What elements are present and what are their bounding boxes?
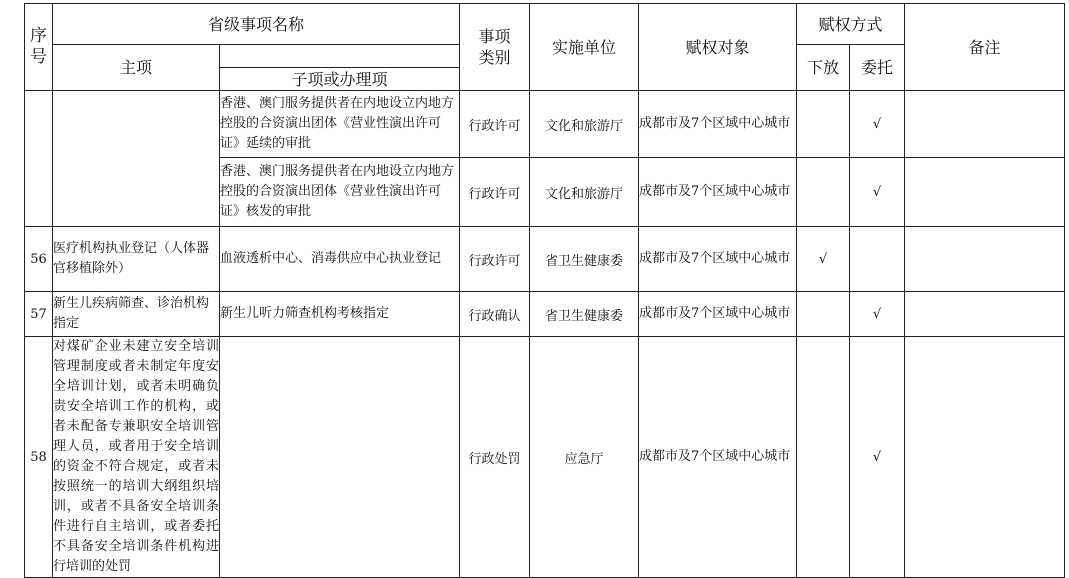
table-row bbox=[25, 91, 1065, 158]
target-cell: 成都市及7个区域中心城市 bbox=[639, 292, 797, 337]
seq-cell: 58 bbox=[25, 337, 53, 578]
unit-cell: 文化和旅游厅 bbox=[530, 91, 639, 158]
category-cell: 行政处罚 bbox=[460, 337, 530, 578]
remarks-cell bbox=[905, 337, 1065, 578]
header-entrust: 委托 bbox=[850, 45, 905, 91]
entrust-cell: √ bbox=[850, 91, 905, 158]
seq-cell: 56 bbox=[25, 227, 53, 292]
sub-item-cell bbox=[220, 337, 460, 578]
entrust-cell: √ bbox=[850, 292, 905, 337]
entrust-cell bbox=[850, 227, 905, 292]
sub-item-cell: 香港、澳门服务提供者在内地设立内地方控股的合资演出团体《营业性演出许可证》延续的审批 bbox=[220, 91, 460, 158]
category-cell: 行政许可 bbox=[460, 91, 530, 158]
unit-cell: 省卫生健康委 bbox=[530, 227, 639, 292]
entrust-cell: √ bbox=[850, 158, 905, 227]
remarks-cell bbox=[905, 227, 1065, 292]
main-item-cell: 医疗机构执业登记（人体器官移植除外） bbox=[53, 227, 220, 292]
category-cell: 行政许可 bbox=[460, 227, 530, 292]
main-item-cell: 对煤矿企业未建立安全培训管理制度或者未制定年度安全培训计划，或者未明确负责安全培训工作的机构，或者未配备专兼职安全培训管理人员，或者用于安全培训的资金不符合规定，或者未按照统一的培训大纲组织培训，或者不具备安全培训条件进行自主培训，或者委托不具备安全培训条件机构进行培训的处罚 bbox=[53, 337, 220, 578]
unit-cell: 应急厅 bbox=[530, 337, 639, 578]
header-row-1 bbox=[25, 4, 1065, 45]
down-cell: √ bbox=[797, 227, 850, 292]
remarks-cell bbox=[905, 91, 1065, 158]
entrust-cell: √ bbox=[850, 337, 905, 578]
unit-cell: 文化和旅游厅 bbox=[530, 158, 639, 227]
remarks-cell bbox=[905, 158, 1065, 227]
empowerment-table bbox=[24, 3, 1065, 578]
unit-cell: 省卫生健康委 bbox=[530, 292, 639, 337]
down-cell bbox=[797, 91, 850, 158]
category-cell: 行政确认 bbox=[460, 292, 530, 337]
down-cell bbox=[797, 337, 850, 578]
header-sub-spacer bbox=[220, 45, 460, 68]
table-row bbox=[25, 337, 1065, 578]
header-delegate-down: 下放 bbox=[797, 45, 850, 91]
sub-item-cell: 新生儿听力筛查机构考核指定 bbox=[220, 292, 460, 337]
sub-item-cell: 血液透析中心、消毒供应中心执业登记 bbox=[220, 227, 460, 292]
header-seq: 序号 bbox=[25, 4, 53, 91]
header-main-item: 主项 bbox=[53, 45, 220, 91]
target-cell: 成都市及7个区域中心城市 bbox=[639, 337, 797, 578]
main-item-cell: 新生儿疾病筛查、诊治机构指定 bbox=[53, 292, 220, 337]
seq-cell bbox=[25, 91, 53, 227]
table-row bbox=[25, 292, 1065, 337]
sub-item-cell: 香港、澳门服务提供者在内地设立内地方控股的合资演出团体《营业性演出许可证》核发的审批 bbox=[220, 158, 460, 227]
header-empower-method: 赋权方式 bbox=[797, 4, 905, 45]
table-row bbox=[25, 227, 1065, 292]
target-cell: 成都市及7个区域中心城市 bbox=[639, 227, 797, 292]
down-cell bbox=[797, 292, 850, 337]
remarks-cell bbox=[905, 292, 1065, 337]
header-remarks: 备注 bbox=[905, 4, 1065, 91]
header-item-name-group: 省级事项名称 bbox=[53, 4, 460, 45]
header-empower-target: 赋权对象 bbox=[639, 4, 797, 91]
category-cell: 行政许可 bbox=[460, 158, 530, 227]
target-cell: 成都市及7个区域中心城市 bbox=[639, 91, 797, 158]
header-item-category: 事项类别 bbox=[460, 4, 530, 91]
down-cell bbox=[797, 158, 850, 227]
seq-cell: 57 bbox=[25, 292, 53, 337]
main-item-cell bbox=[53, 91, 220, 227]
target-cell: 成都市及7个区域中心城市 bbox=[639, 158, 797, 227]
header-sub-item: 子项或办理项 bbox=[220, 68, 460, 91]
header-impl-unit: 实施单位 bbox=[530, 4, 639, 91]
